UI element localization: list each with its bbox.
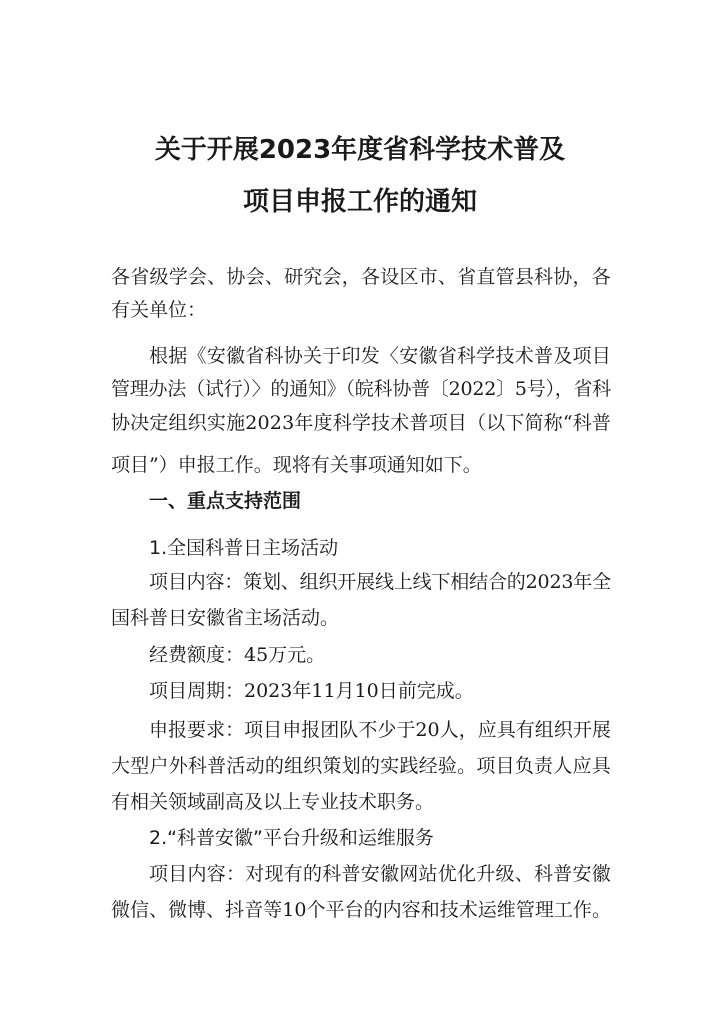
item-1-heading: 1.全国科普日主场活动: [149, 537, 339, 559]
item-2-content-line-2: 微信、微博、抖音等10个平台的内容和技术运维管理工作。: [111, 899, 611, 921]
document-title-line-2: 项目申报工作的通知: [242, 187, 477, 217]
intro-paragraph-line-4: 项目”）申报工作。现将有关事项通知如下。: [111, 454, 482, 476]
item-1-content-line-1: 项目内容：策划、组织开展线上线下相结合的2023年全: [149, 571, 611, 593]
intro-paragraph-line-3: 协决定组织实施2023年度科学技术普项目（以下简称“科普: [111, 412, 612, 434]
document-title-line-1: 关于开展2023年度省科学技术普及: [154, 135, 566, 165]
section-heading: 一、重点支持范围: [149, 490, 302, 512]
salutation-line-2: 有关单位：: [111, 299, 207, 321]
item-1-funding: 经费额度：45万元。: [149, 644, 326, 666]
item-1-content-line-2: 国科普日安徽省主场活动。: [111, 607, 340, 629]
item-1-requirement-line-3: 有相关领域副高及以上专业技术职务。: [111, 791, 435, 813]
salutation-line-1: 各省级学会、协会、研究会，各设区市、省直管县科协，各: [111, 266, 611, 288]
item-1-period: 项目周期：2023年11月10日前完成。: [149, 680, 474, 702]
item-2-heading: 2.“科普安徽”平台升级和运维服务: [149, 827, 434, 849]
intro-paragraph-line-1: 根据《安徽省科协关于印发〈安徽省科学技术普及项目: [149, 345, 612, 367]
item-1-requirement-line-1: 申报要求：项目申报团队不少于20人，应具有组织开展: [149, 719, 611, 741]
item-2-content-line-1: 项目内容：对现有的科普安徽网站优化升级、科普安徽: [149, 863, 612, 885]
intro-paragraph-line-2: 管理办法（试行）〉的通知》（皖科协普〔2022〕5号），省科: [111, 378, 612, 400]
item-1-requirement-line-2: 大型户外科普活动的组织策划的实践经验。项目负责人应具: [111, 755, 611, 777]
